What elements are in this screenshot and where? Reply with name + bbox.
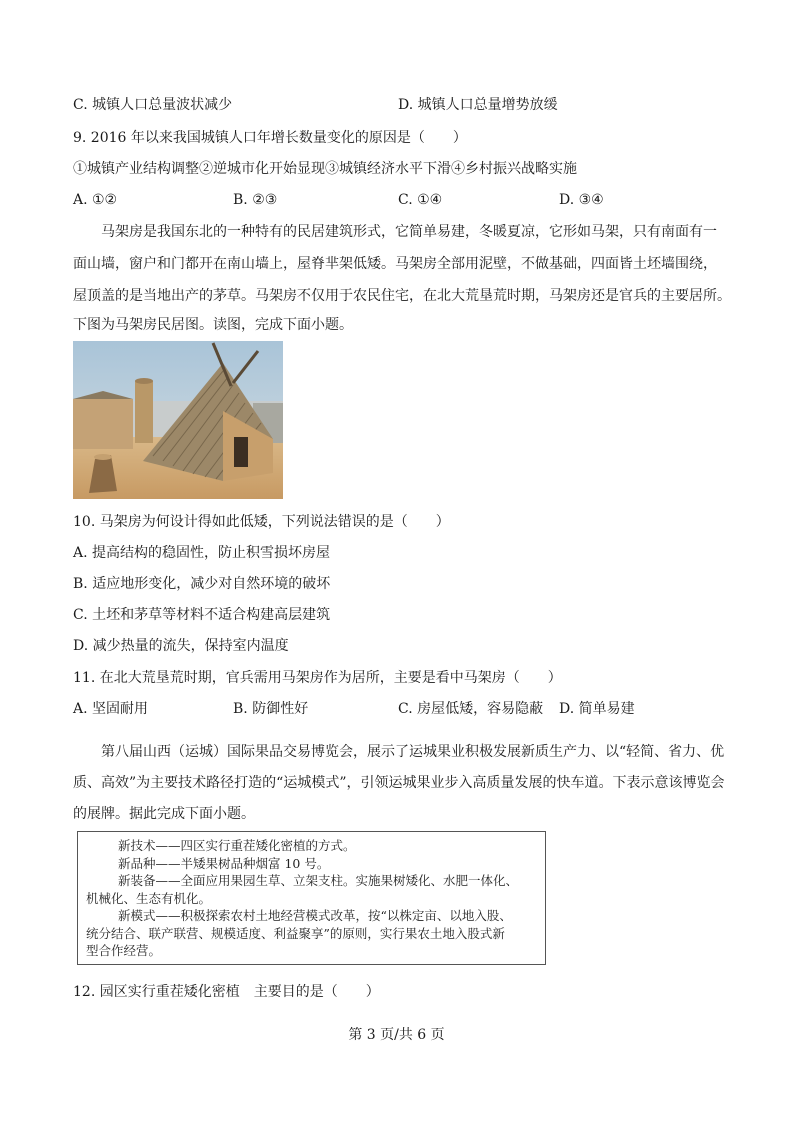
passage1-line-3: 屋顶盖的是当地出产的茅草。马架房不仅用于农民住宅，在北大荒垦荒时期，马架房还是官兵的主要居所。 (73, 288, 731, 304)
q9-option-b: B. ②③ (233, 192, 278, 208)
q9-option-a: A. ①② (73, 192, 118, 208)
passage1-line-1: 马架房是我国东北的一种特有的民居建筑形式，它简单易建，冬暖夏凉，它形如马架，只有南面有一 (101, 224, 717, 240)
q10-option-a: A. 提高结构的稳固性，防止积雪损坏房屋 (73, 545, 331, 561)
board-line-6: 统分结合、联产联营、规模适度、利益聚享”的原则，实行果农土地入股式新 (86, 925, 505, 941)
passage2-line-1: 第八届山西（运城）国际果品交易博览会，展示了运城果业积极发展新质生产力、以“轻简、省力、优 (101, 744, 725, 760)
q10-option-c: C. 土坯和茅草等材料不适合构建高层建筑 (73, 607, 331, 623)
passage1-line-4: 下图为马架房民居图。读图，完成下面小题。 (73, 317, 353, 333)
q9-statements: ①城镇产业结构调整②逆城市化开始显现③城镇经济水平下滑④乡村振兴战略实施 (73, 161, 577, 177)
passage1-line-2: 面山墙，窗户和门都开在南山墙上，屋脊芈架低矮。马架房全部用泥壁，不做基础，四面皆土坯墙围绕， (73, 256, 717, 272)
q11-option-b: B. 防御性好 (233, 701, 309, 717)
board-line-7: 型合作经营。 (86, 943, 162, 958)
page-footer: 第 3 页/共 6 页 (348, 1027, 445, 1043)
exhibition-board (77, 831, 546, 965)
passage2-line-3: 的展牌。据此完成下面小题。 (73, 806, 255, 822)
board-line-3: 新装备——全面应用果园生草、立架支柱。实施果树矮化、水肥一体化、 (118, 873, 519, 888)
majia-house-photo (73, 341, 283, 499)
q12-stem: 12. 园区实行重茬矮化密植 主要目的是（ ） (73, 984, 380, 1000)
q11-stem: 11. 在北大荒垦荒时期，官兵需用马架房作为居所，主要是看中马架房（ ） (73, 670, 562, 686)
q9-option-c: C. ①④ (398, 192, 443, 208)
q8-option-c: C. 城镇人口总量波状减少 (73, 97, 233, 113)
q11-option-d: D. 简单易建 (559, 701, 635, 717)
q10-option-d: D. 减少热量的流失，保持室内温度 (73, 638, 289, 654)
q8-options-cd (73, 95, 723, 115)
q11-option-a: A. 坚固耐用 (73, 701, 149, 717)
board-line-1: 新技术——四区实行重茬矮化密植的方式。 (118, 838, 356, 853)
passage2-line-2: 质、高效”为主要技术路径打造的“运城模式”，引领运城果业步入高质量发展的快车道。下表示意该博览会 (73, 775, 725, 791)
q9-stem: 9. 2016 年以来我国城镇人口年增长数量变化的原因是（ ） (73, 130, 467, 146)
q8-option-d: D. 城镇人口总量增势放缓 (398, 97, 558, 113)
q10-stem: 10. 马架房为何设计得如此低矮，下列说法错误的是（ ） (73, 514, 450, 530)
q11-option-c: C. 房屋低矮，容易隐蔽 (398, 701, 544, 717)
board-line-4: 机械化、生态有机化。 (86, 890, 212, 906)
q9-option-d: D. ③④ (559, 192, 604, 208)
q9-options (73, 190, 723, 210)
board-line-5: 新模式——积极探索农村土地经营模式改革，按“以株定亩、以地入股、 (118, 908, 512, 923)
board-line-2: 新品种——半矮果树品种烟富 10 号。 (118, 855, 330, 871)
q10-option-b: B. 适应地形变化，减少对自然环境的破坏 (73, 576, 331, 592)
q11-options (73, 699, 723, 719)
